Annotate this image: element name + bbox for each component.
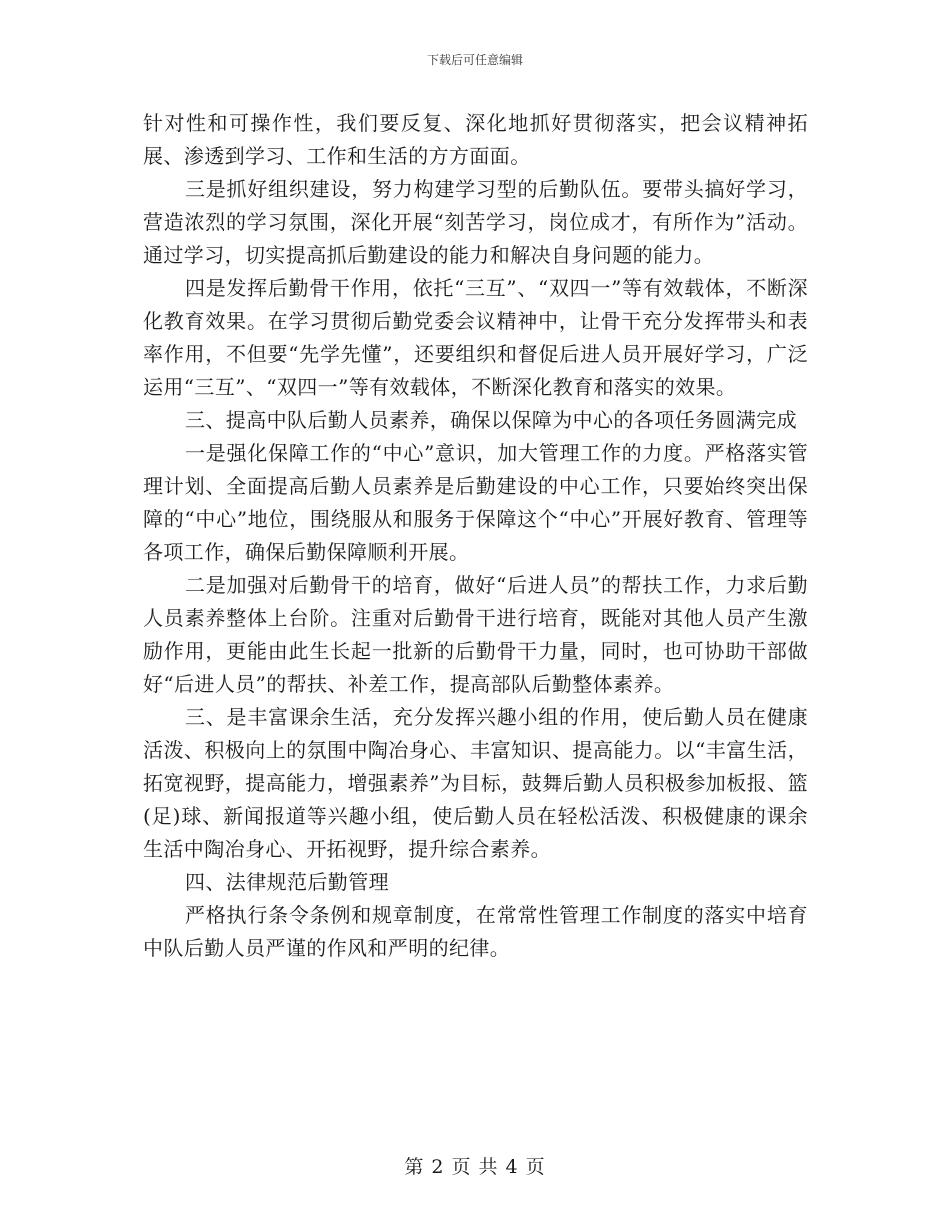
paragraph-regulations: 严格执行条令条例和规章制度，在常常性管理工作制度的落实中培育中队后勤人员严谨的作风和严明的纪律。 [143,903,808,960]
paragraph-continuation: 针对性和可操作性，我们要反复、深化地抓好贯彻落实，把会议精神拓展、渗透到学习、工作和生活的方方面面。 [143,111,808,168]
section-heading-3: 三、提高中队后勤人员素养，确保以保障为中心的各项任务圆满完成 [185,408,797,432]
document-body [143,107,808,965]
paragraph-backbone-role: 四是发挥后勤骨干作用，依托“三互”、“双四一”等有效载体，不断深化教育效果。在学习贯彻后勤党委会议精神中，让骨干充分发挥带头和表率作用，不但要“先学先懂”，还要组织和督促后进人员开展好学习，广泛运用“三互”、“双四一”等有效载体，不断深化教育和落实的效果。 [143,276,808,399]
paragraph-organization-building: 三是抓好组织建设，努力构建学习型的后勤队伍。要带头搞好学习，营造浓烈的学习氛围，深化开展“刻苦学习，岗位成才，有所作为”活动。通过学习，切实提高抓后勤建设的能力和解决自身问题的能力。 [143,177,808,267]
page-number: 第 2 页 共 4 页 [404,1156,546,1178]
paragraph-center-awareness: 一是强化保障工作的“中心”意识，加大管理工作的力度。严格落实管理计划、全面提高后勤人员素养是后勤建设的中心工作，只要始终突出保障的“中心”地位，围绕服从和服务于保障这个“中心”开展好教育、管理等各项工作，确保后勤保障顺利开展。 [143,441,808,564]
paragraph-extracurricular: 三、是丰富课余生活，充分发挥兴趣小组的作用，使后勤人员在健康活泼、积极向上的氛围中陶冶身心、丰富知识、提高能力。以“丰富生活，拓宽视野，提高能力，增强素养”为目标，鼓舞后勤人员积极参加板报、篮(足)球、新闻报道等兴趣小组，使后勤人员在轻松活泼、积极健康的课余生活中陶冶身心、开拓视野，提升综合素养。 [143,705,808,861]
page-header: 下载后可任意编辑 [426,53,523,67]
paragraph-backbone-training: 二是加强对后勤骨干的培育，做好“后进人员”的帮扶工作，力求后勤人员素养整体上台阶。注重对后勤骨干进行培育，既能对其他人员产生激励作用，更能由此生长起一批新的后勤骨干力量，同时，也可协助干部做好“后进人员”的帮扶、补差工作，提高部队后勤整体素养。 [143,573,808,696]
section-heading-4: 四、法律规范后勤管理 [185,870,389,894]
